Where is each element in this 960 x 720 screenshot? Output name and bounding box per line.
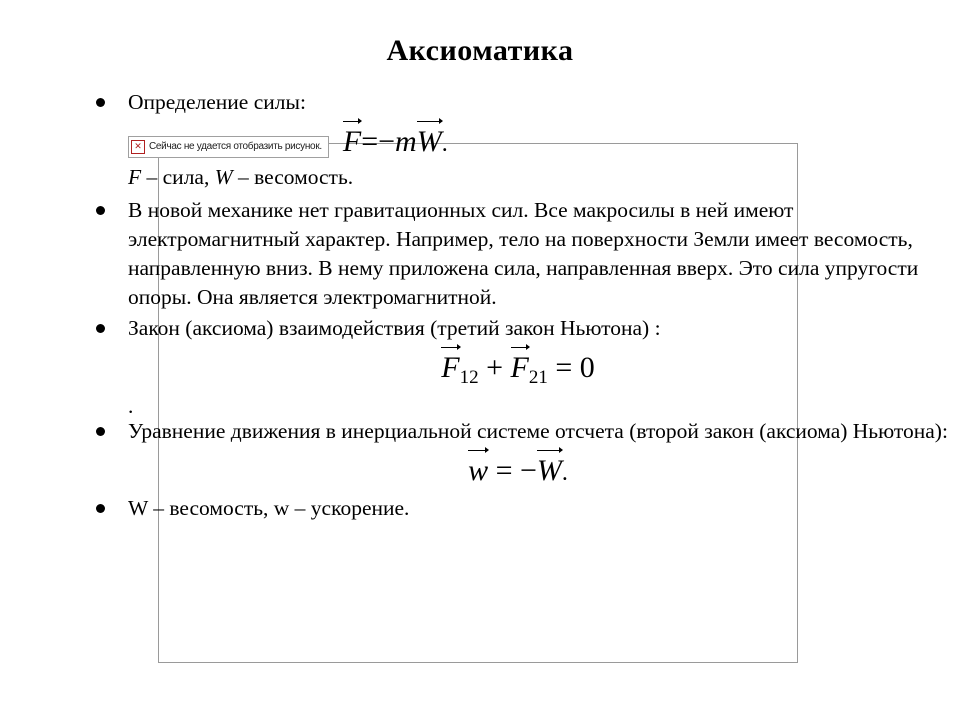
symbol-definitions-force <box>88 165 948 190</box>
definition-F: – сила, <box>141 165 215 189</box>
equals-sign: = <box>361 125 379 158</box>
broken-image-label: Сейчас не удается отобразить рисунок. <box>149 141 322 153</box>
vector-F1: F <box>441 351 460 384</box>
slide-body <box>88 88 948 525</box>
zero: 0 <box>579 351 595 384</box>
definition-W: – весомость. <box>232 165 354 189</box>
subscript-12: 12 <box>459 367 479 388</box>
formula-third-law <box>88 349 948 389</box>
plus-sign: + <box>486 351 503 384</box>
bullet-dot-icon <box>96 206 105 215</box>
symbol-m: m <box>395 125 417 158</box>
vector-F: F <box>342 125 362 158</box>
bullet-interaction-law <box>88 314 948 343</box>
subscript-21: 21 <box>528 367 548 388</box>
minus-sign: − <box>520 454 537 487</box>
bullet-label: Закон (аксиома) взаимодействия (третий закон Ньютона) : <box>128 316 661 340</box>
bullet-dot-icon <box>96 324 105 333</box>
math-force-definition <box>343 123 448 159</box>
bullet-label: Уравнение движения в инерциальной системе отсчета (второй закон (аксиома) Ньютона): <box>128 419 948 443</box>
bullet-dot-icon <box>96 98 105 107</box>
broken-image-placeholder <box>128 136 329 158</box>
broken-image-icon: ✕ <box>131 140 145 154</box>
bullet-dot-icon <box>96 504 105 513</box>
vector-W: W <box>416 125 442 158</box>
vector-F2: F <box>510 351 529 384</box>
period: . <box>561 460 568 486</box>
bullet-dot-icon <box>96 427 105 436</box>
bullet-label: W – весомость, w – ускорение. <box>128 496 410 520</box>
page-title: Аксиоматика <box>386 34 574 67</box>
bullet-label: Определение силы: <box>128 90 306 114</box>
period: . <box>441 131 448 157</box>
symbol-W: W <box>214 165 233 189</box>
trailing-period: . <box>128 394 134 418</box>
vector-W: W <box>536 454 562 487</box>
minus-sign: − <box>378 125 396 158</box>
bullet-symbol-legend <box>88 494 948 523</box>
bullet-new-mechanics <box>88 196 948 312</box>
bullet-label: В новой механике нет гравитационных сил. Все макросилы в ней имеют электромагнитный характер. Например, тело на поверхности Земли имеет весомость, направленную вниз. В нему приложена сила, направленная вверх. Это сила упругости опоры. Она является электромагнитной. <box>128 198 919 309</box>
bullet-definition-of-force <box>88 88 948 117</box>
equals-sign: = <box>495 454 513 487</box>
equals-sign: = <box>555 351 573 384</box>
math-second-law <box>468 452 568 488</box>
symbol-F: F <box>128 165 142 189</box>
formula-second-law <box>88 452 948 488</box>
bullet-equation-of-motion <box>88 417 948 446</box>
vector-w: w <box>468 454 489 487</box>
formula-force-definition <box>88 123 948 159</box>
math-third-law <box>441 349 595 389</box>
